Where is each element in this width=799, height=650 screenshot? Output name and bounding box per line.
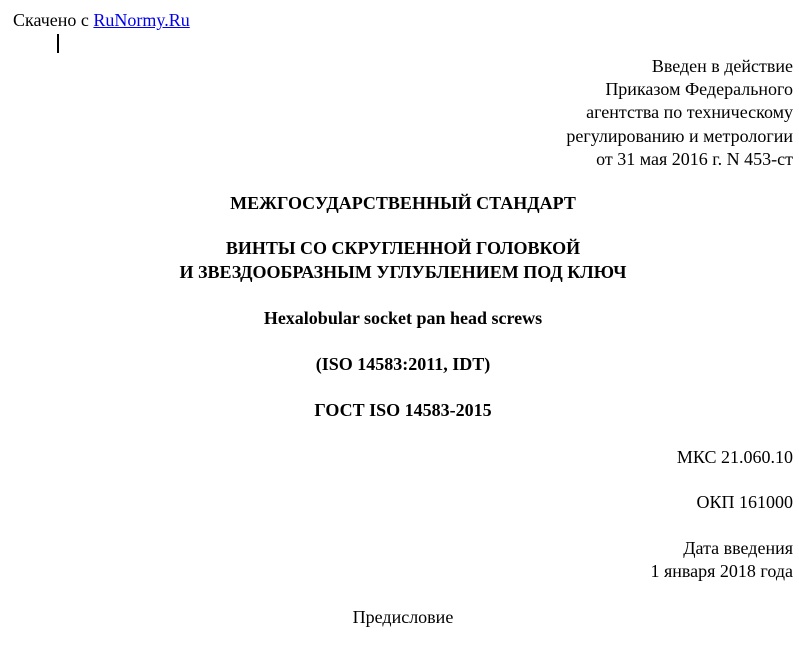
enactment-line: Введен в действие (651, 56, 793, 76)
download-source-line (13, 9, 190, 31)
enactment-block (566, 55, 793, 171)
standard-designation: ГОСТ ISO 14583-2015 (314, 400, 492, 420)
introduction-date-label: Дата введения (683, 538, 793, 558)
preface-heading: Предисловие (352, 607, 454, 627)
enactment-line: от 31 мая 2016 г. N 453-ст (596, 148, 793, 169)
enactment-line: Приказом Федерального (605, 79, 793, 100)
text-cursor (57, 34, 59, 53)
introduction-date-value: 1 января 2018 года (650, 561, 793, 581)
okp-code: ОКП 161000 (696, 492, 793, 512)
english-title: Hexalobular socket pan head screws (263, 308, 543, 328)
standard-title-line-2: И ЗВЕЗДООБРАЗНЫМ УГЛУБЛЕНИЕМ ПОД КЛЮЧ (179, 262, 627, 282)
enactment-line: регулированию и метрологии (566, 125, 793, 146)
standard-kind-heading: МЕЖГОСУДАРСТВЕННЫЙ СТАНДАРТ (230, 193, 576, 213)
standard-title-line-1: ВИНТЫ СО СКРУГЛЕННОЙ ГОЛОВКОЙ (225, 238, 581, 258)
iso-reference: (ISO 14583:2011, IDT) (315, 354, 491, 374)
runormy-link[interactable]: RuNormy.Ru (93, 10, 190, 30)
mks-code: МКС 21.060.10 (676, 447, 793, 467)
download-prefix: Скачено с (13, 10, 94, 30)
enactment-line: агентства по техническому (586, 102, 793, 123)
